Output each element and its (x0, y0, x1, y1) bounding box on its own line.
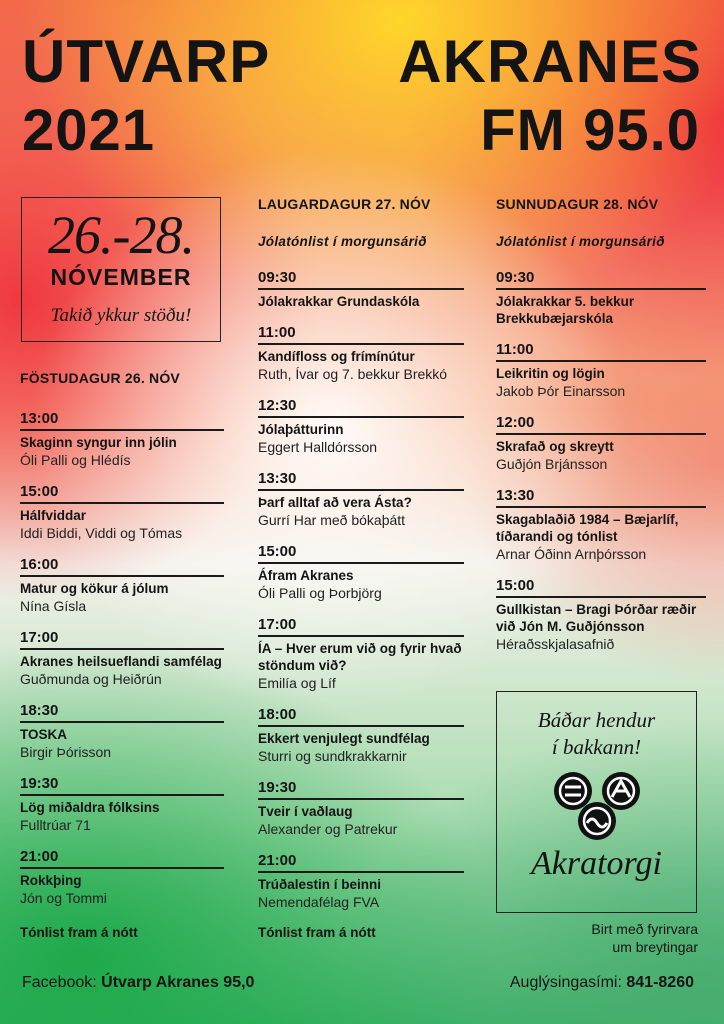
slot-show: Jólaþátturinn (258, 422, 344, 437)
slot-host: Eggert Halldórsson (258, 439, 378, 455)
schedule-slot (20, 775, 224, 834)
schedule-slot (496, 341, 706, 400)
slot-time: 19:30 (20, 775, 224, 796)
schedule-slot (258, 397, 464, 456)
slot-host: Birgir Þórisson (20, 744, 112, 760)
slot-host: Alexander og Patrekur (258, 821, 398, 837)
slot-show: Trúðalestin í beinni (258, 877, 382, 892)
slot-time: 18:30 (20, 702, 224, 723)
ads-phone: 841-8260 (626, 974, 694, 991)
slot-show: Lög miðaldra fólksins (20, 800, 160, 815)
slot-show: Tveir í vaðlaug (258, 804, 353, 819)
slot-time: 15:00 (20, 483, 224, 504)
slot-host: Nína Gísla (20, 598, 87, 614)
akratorgi-logo-icon (549, 769, 645, 841)
sunday-schedule (496, 196, 706, 667)
frequency-title: FM 95.0 (480, 98, 700, 163)
slot-show: Ekkert venjulegt sundfélag (258, 731, 430, 746)
disclaimer-line-2: um breytingar (612, 939, 698, 955)
facebook-info (22, 974, 254, 992)
slot-time: 13:30 (496, 487, 706, 508)
schedule-slot (496, 414, 706, 473)
slot-host: Ruth, Ívar og 7. bekkur Brekkó (258, 366, 448, 382)
slot-time: 19:30 (258, 779, 464, 800)
schedule-slot (258, 852, 464, 911)
closing-note: Tónlist fram á nótt (258, 925, 376, 940)
facebook-label: Facebook: (22, 974, 97, 991)
day-heading: SUNNUDAGUR 28. NÓV (496, 196, 659, 212)
ads-label: Auglýsingasími: (509, 974, 622, 991)
schedule-slot (496, 487, 706, 563)
slot-time: 15:00 (496, 577, 706, 598)
station-title: ÚTVARP AKRANES (22, 28, 702, 95)
saturday-schedule (258, 196, 464, 940)
slot-host: Óli Palli og Hlédís (20, 452, 131, 468)
slot-show: Hálfviddar (20, 508, 87, 523)
slot-host: Nemendafélag FVA (258, 894, 380, 910)
slot-time: 16:00 (20, 556, 224, 577)
slot-time: 11:00 (258, 324, 464, 345)
friday-schedule (20, 370, 224, 940)
slot-time: 18:00 (258, 706, 464, 727)
schedule-slot (258, 779, 464, 838)
slot-show: Skaginn syngur inn jólin (20, 435, 177, 450)
slot-host: Arnar Óðinn Arnþórsson (496, 546, 647, 562)
morning-music: Jólatónlist í morgunsárið (258, 234, 427, 249)
slot-host: Óli Palli og Þorbjörg (258, 585, 382, 601)
slot-time: 15:00 (258, 543, 464, 564)
slot-time: 12:30 (258, 397, 464, 418)
facebook-page: Útvarp Akranes 95,0 (101, 974, 255, 991)
slot-time: 21:00 (20, 848, 224, 869)
slot-time: 13:00 (20, 410, 224, 431)
ad-slogan-line-1: Báðar hendur (537, 708, 656, 732)
ad-brand: Akratorgi (531, 845, 662, 882)
event-month: NÓVEMBER (50, 264, 192, 290)
slot-host: Gurrí Har með bókaþátt (258, 512, 406, 528)
slot-host: Jakob Þór Einarsson (496, 383, 626, 399)
schedule-slot (258, 706, 464, 765)
slot-time: 21:00 (258, 852, 464, 873)
slot-host: Héraðsskjalasafnið (496, 636, 615, 652)
slot-show: Gullkistan – Bragi Þórðar ræðir við Jón M. Guðjónsson (496, 602, 697, 634)
morning-music: Jólatónlist í morgunsárið (496, 234, 665, 249)
slot-show: Akranes heilsueflandi samfélag (20, 654, 222, 669)
schedule-slot (20, 556, 224, 615)
day-heading: LAUGARDAGUR 27. NÓV (258, 196, 431, 212)
slot-show: Jólakrakkar Grundaskóla (258, 294, 420, 309)
slot-time: 17:00 (258, 616, 464, 637)
disclaimer (591, 920, 698, 956)
schedule-slot (20, 629, 224, 688)
schedule-slot (258, 543, 464, 602)
slot-time: 12:00 (496, 414, 706, 435)
slot-time: 09:30 (258, 269, 464, 290)
day-heading: FÖSTUDAGUR 26. NÓV (20, 370, 180, 386)
slot-host: Fulltrúar 71 (20, 817, 91, 833)
slot-time: 11:00 (496, 341, 706, 362)
slot-show: Áfram Akranes (258, 568, 354, 583)
ad-slogan-line-2: í bakkann! (551, 735, 642, 759)
schedule-slot (20, 410, 224, 469)
slot-time: 13:30 (258, 470, 464, 491)
slot-show: TOSKA (20, 727, 68, 742)
slot-host: Guðjón Brjánsson (496, 456, 608, 472)
slot-show: Skagablaðið 1984 – Bæjarlíf, tíðarandi og tónlist (496, 512, 679, 544)
event-dates: 26.-28. (48, 205, 194, 265)
disclaimer-line-1: Birt með fyrirvara (591, 921, 698, 937)
schedule-slot (258, 324, 464, 383)
date-box (21, 197, 221, 342)
schedule-slot (258, 269, 464, 310)
schedule-slot (258, 616, 464, 692)
slot-host: Jón og Tommi (20, 890, 107, 906)
schedule-slot (20, 848, 224, 907)
slot-host: Iddi Biddi, Viddi og Tómas (20, 525, 183, 541)
slot-host: Emilía og Líf (258, 675, 336, 691)
slot-show: Þarf alltaf að vera Ásta? (258, 495, 412, 510)
slot-show: Matur og kökur á jólum (20, 581, 169, 596)
slot-show: Skrafað og skreytt (496, 439, 614, 454)
schedule-slot (20, 702, 224, 761)
slot-host: Guðmunda og Heiðrún (20, 671, 162, 687)
slot-time: 09:30 (496, 269, 706, 290)
schedule-slot (258, 470, 464, 529)
year-title: 2021 (22, 98, 156, 163)
akratorgi-ad (496, 691, 697, 913)
slot-show: Leikritin og lögin (496, 366, 605, 381)
schedule-slot (496, 577, 706, 653)
closing-note: Tónlist fram á nótt (20, 925, 138, 940)
slot-time: 17:00 (20, 629, 224, 650)
slot-show: Kandífloss og frímínútur (258, 349, 415, 364)
schedule-slot (20, 483, 224, 542)
slot-show: ÍA – Hver erum við og fyrir hvað stöndum við? (258, 641, 462, 673)
slot-host: Sturri og sundkrakkarnir (258, 748, 407, 764)
event-slogan: Takið ykkur stöðu! (50, 305, 192, 326)
ads-phone-info (510, 974, 694, 992)
slot-show: Jólakrakkar 5. bekkur Brekkubæjarskóla (496, 294, 635, 326)
schedule-slot (496, 269, 706, 327)
slot-show: Rokkþing (20, 873, 82, 888)
